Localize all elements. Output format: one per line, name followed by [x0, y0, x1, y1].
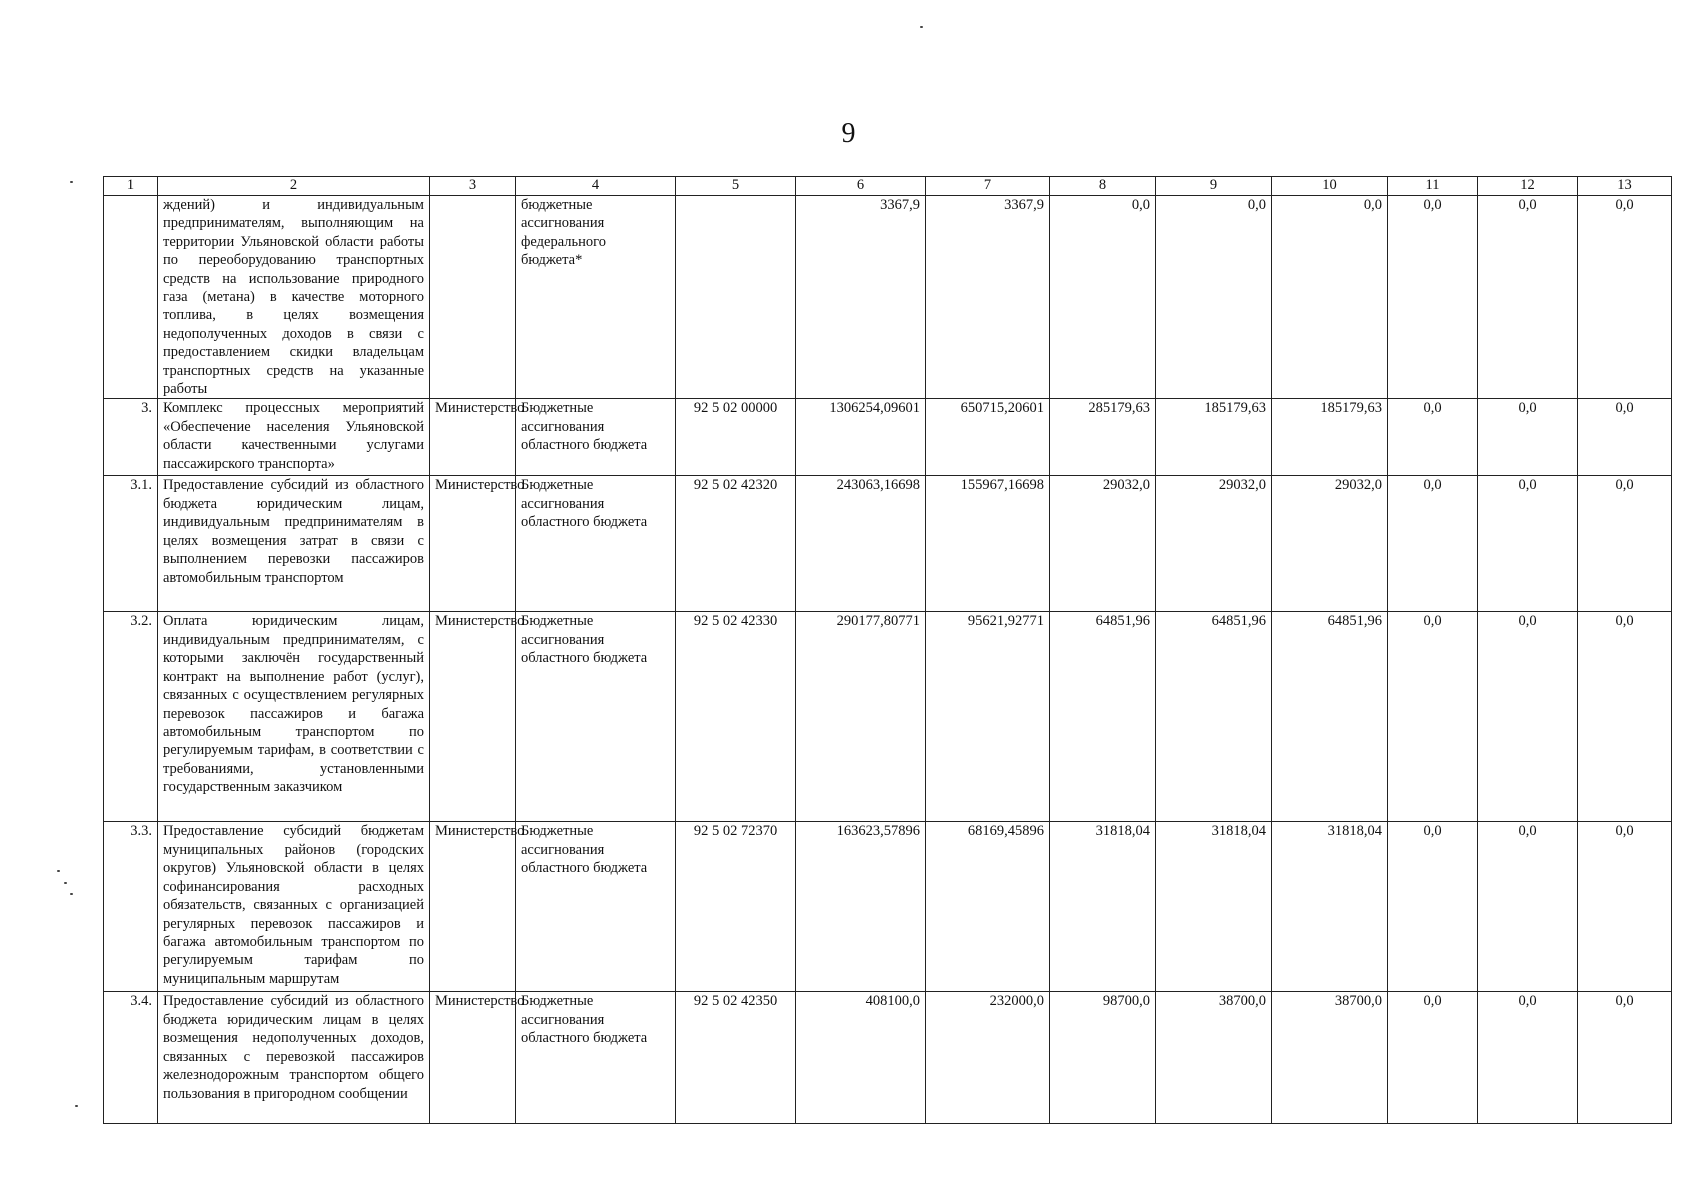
budget-table: [103, 176, 1672, 1124]
funding-source-cell: Бюджетные ассигнования областного бюджета: [516, 822, 676, 992]
value-cell: 185179,63: [1272, 399, 1388, 476]
value-cell: 95621,92771: [926, 612, 1050, 822]
value-cell: 0,0: [1156, 196, 1272, 399]
measure-name-cell: ждений) и индивидуальным предпринимателям, выполняющим на территории Ульяновской области работы по переоборудованию транспортных средств на использование природного газа (метана) в качестве моторного топлива, в целях возмещения недополученных доходов в связи с предоставлением скидки владельцам транспортных средств на указанные работы: [158, 196, 430, 399]
column-header: 11: [1388, 177, 1478, 196]
executor-cell: Министерство: [430, 476, 516, 612]
executor-cell: [430, 196, 516, 399]
funding-source-cell: Бюджетные ассигнования областного бюджета: [516, 476, 676, 612]
measure-name-cell: Предоставление субсидий из областного бюджета юридическим лицам, индивидуальным предпринимателям в целях возмещения затрат в связи с выполнением перевозки пассажиров автомобильным транспортом: [158, 476, 430, 612]
value-cell: 163623,57896: [796, 822, 926, 992]
value-cell: 185179,63: [1156, 399, 1272, 476]
executor-cell: Министерство: [430, 992, 516, 1124]
value-cell: 0,0: [1578, 476, 1672, 612]
budget-code-cell: 92 5 02 72370: [676, 822, 796, 992]
column-header: 10: [1272, 177, 1388, 196]
value-cell: 232000,0: [926, 992, 1050, 1124]
value-cell: 0,0: [1388, 612, 1478, 822]
column-header: 9: [1156, 177, 1272, 196]
row-number-cell: 3.3.: [104, 822, 158, 992]
value-cell: 155967,16698: [926, 476, 1050, 612]
executor-cell: Министерство: [430, 822, 516, 992]
value-cell: 0,0: [1578, 992, 1672, 1124]
value-cell: 31818,04: [1156, 822, 1272, 992]
measure-name-cell: Предоставление субсидий из областного бюджета юридическим лицам в целях возмещения недополученных доходов, связанных с перевозкой пассажиров железнодорожным транспортом общего пользования в пригородном сообщении: [158, 992, 430, 1124]
table-row: [104, 196, 1672, 399]
row-number-cell: 3.1.: [104, 476, 158, 612]
measure-name-cell: Предоставление субсидий бюджетам муниципальных районов (городских округов) Ульяновской области в целях софинансирования расходных обязательств, связанных с организацией регулярных перевозок пассажиров и багажа автомобильным транспортом по регулируемым тарифам по муниципальным маршрутам: [158, 822, 430, 992]
budget-code-cell: 92 5 02 42320: [676, 476, 796, 612]
executor-cell: Министерство: [430, 612, 516, 822]
budget-code-cell: 92 5 02 42330: [676, 612, 796, 822]
table-row: [104, 822, 1672, 992]
table-row: [104, 992, 1672, 1124]
value-cell: 0,0: [1050, 196, 1156, 399]
value-cell: 0,0: [1578, 196, 1672, 399]
row-number-cell: 3.2.: [104, 612, 158, 822]
column-header: 7: [926, 177, 1050, 196]
column-header: 8: [1050, 177, 1156, 196]
value-cell: 38700,0: [1272, 992, 1388, 1124]
column-header: 12: [1478, 177, 1578, 196]
column-number-row: [104, 177, 1672, 196]
value-cell: 29032,0: [1050, 476, 1156, 612]
value-cell: 0,0: [1388, 476, 1478, 612]
value-cell: 408100,0: [796, 992, 926, 1124]
value-cell: 243063,16698: [796, 476, 926, 612]
value-cell: 1306254,09601: [796, 399, 926, 476]
scan-speck: [57, 870, 60, 872]
scan-speck: [920, 26, 923, 28]
row-number-cell: 3.: [104, 399, 158, 476]
value-cell: 0,0: [1388, 822, 1478, 992]
column-header: 2: [158, 177, 430, 196]
column-header: 5: [676, 177, 796, 196]
value-cell: 650715,20601: [926, 399, 1050, 476]
value-cell: 0,0: [1478, 822, 1578, 992]
value-cell: 0,0: [1578, 399, 1672, 476]
budget-code-cell: 92 5 02 00000: [676, 399, 796, 476]
scan-speck: [70, 181, 73, 183]
measure-name-cell: Оплата юридическим лицам, индивидуальным предпринимателям, с которыми заключён государственный контракт на выполнение работ (услуг), связанных с осуществлением регулярных перевозок пассажиров и багажа автомобильным транспортом по регулируемым тарифам, в соответствии с требованиями, установленными государственным заказчиком: [158, 612, 430, 822]
value-cell: 0,0: [1478, 612, 1578, 822]
scan-speck: [64, 882, 67, 884]
value-cell: 290177,80771: [796, 612, 926, 822]
value-cell: 0,0: [1478, 399, 1578, 476]
value-cell: 0,0: [1478, 476, 1578, 612]
value-cell: 0,0: [1388, 196, 1478, 399]
value-cell: 64851,96: [1050, 612, 1156, 822]
value-cell: 29032,0: [1272, 476, 1388, 612]
value-cell: 0,0: [1388, 992, 1478, 1124]
budget-code-cell: [676, 196, 796, 399]
page-number: 9: [841, 118, 856, 149]
scan-speck: [75, 1105, 78, 1107]
value-cell: 98700,0: [1050, 992, 1156, 1124]
column-header: 1: [104, 177, 158, 196]
value-cell: 0,0: [1578, 822, 1672, 992]
table-row: [104, 612, 1672, 822]
funding-source-cell: Бюджетные ассигнования областного бюджета: [516, 399, 676, 476]
measure-name-cell: Комплекс процессных мероприятий «Обеспечение населения Ульяновской области качественными услугами пассажирского транспорта»: [158, 399, 430, 476]
column-header: 3: [430, 177, 516, 196]
executor-cell: Министерство: [430, 399, 516, 476]
value-cell: 0,0: [1272, 196, 1388, 399]
value-cell: 3367,9: [796, 196, 926, 399]
row-number-cell: [104, 196, 158, 399]
value-cell: 31818,04: [1050, 822, 1156, 992]
value-cell: 64851,96: [1272, 612, 1388, 822]
value-cell: 0,0: [1478, 196, 1578, 399]
scan-speck: [70, 893, 73, 895]
funding-source-cell: Бюджетные ассигнования областного бюджета: [516, 992, 676, 1124]
value-cell: 3367,9: [926, 196, 1050, 399]
column-header: 13: [1578, 177, 1672, 196]
column-header: 6: [796, 177, 926, 196]
funding-source-cell: Бюджетные ассигнования областного бюджета: [516, 612, 676, 822]
funding-source-cell: бюджетные ассигнования федерального бюджета*: [516, 196, 676, 399]
table-body: [104, 196, 1672, 1124]
value-cell: 0,0: [1578, 612, 1672, 822]
table-row: [104, 476, 1672, 612]
value-cell: 64851,96: [1156, 612, 1272, 822]
value-cell: 0,0: [1388, 399, 1478, 476]
value-cell: 0,0: [1478, 992, 1578, 1124]
row-number-cell: 3.4.: [104, 992, 158, 1124]
budget-code-cell: 92 5 02 42350: [676, 992, 796, 1124]
value-cell: 68169,45896: [926, 822, 1050, 992]
value-cell: 285179,63: [1050, 399, 1156, 476]
value-cell: 31818,04: [1272, 822, 1388, 992]
column-header: 4: [516, 177, 676, 196]
table-row: [104, 399, 1672, 476]
value-cell: 29032,0: [1156, 476, 1272, 612]
value-cell: 38700,0: [1156, 992, 1272, 1124]
